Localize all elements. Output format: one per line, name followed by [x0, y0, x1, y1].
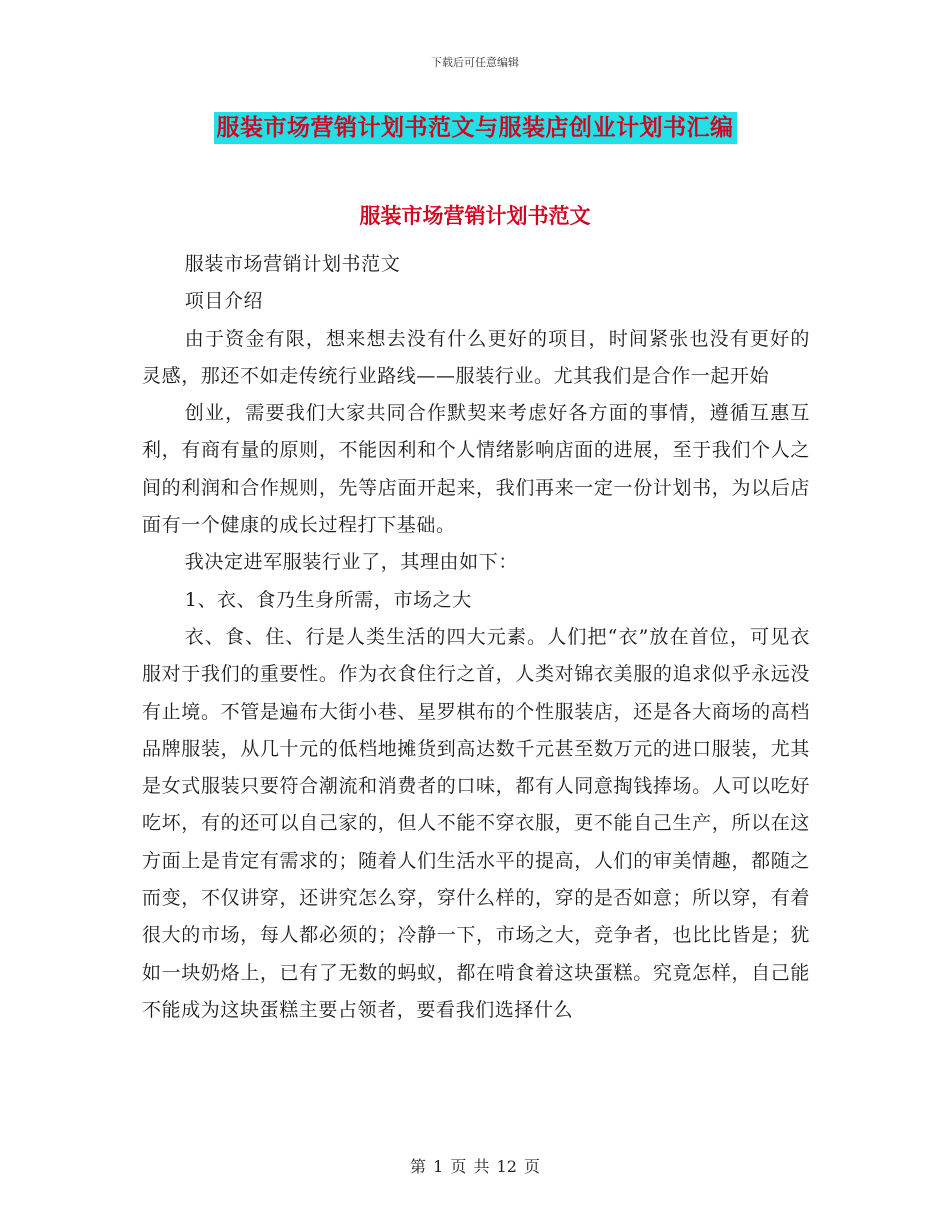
document-body: [142, 246, 810, 1029]
page-number: 第 1 页 共 12 页: [410, 1157, 540, 1176]
paragraph-market: 衣、食、住、行是人类生活的四大元素。人们把“衣”放在首位，可见衣服对于我们的重要性。作为衣食住行之首，人类对锦衣美服的追求似乎永远没有止境。不管是遍布大街小巷、星罗棋布的个性服装店，还是各大商场的高档品牌服装，从几十元的低档地摊货到高达数千元甚至数万元的进口服装，尤其是女式服装只要符合潮流和消费者的口味，都有人同意掏钱捧场。人可以吃好吃坏，有的还可以自己家的，但人不能不穿衣服，更不能自己生产，所以在这方面上是肯定有需求的；随着人们生活水平的提高，人们的审美情趣，都随之而变，不仅讲穿，还讲究怎么穿，穿什么样的，穿的是否如意；所以穿，有着很大的市场，每人都必须的；冷静一下，市场之大，竞争者，也比比皆是；犹如一块奶烙上，已有了无数的蚂蚁，都在啃食着这块蛋糕。究竟怎样，自己能不能成为这块蛋糕主要占领者，要看我们选择什么: [142, 625, 810, 1021]
main-title: 服装市场营销计划书范文与服装店创业计划书汇编: [214, 112, 737, 144]
paragraph-cooperation: 创业，需要我们大家共同合作默契来考虑好各方面的事情，遵循互惠互利，有商有量的原则，不能因利和个人情绪影响店面的进展，至于我们个人之间的利润和合作规则，先等店面开起来，我们再来一定一份计划书，为以后店面有一个健康的成长过程打下基础。: [142, 402, 810, 537]
paragraph-project-intro-heading: 项目介绍: [184, 290, 264, 313]
main-title-container: [0, 112, 950, 144]
paragraph-doc-name: 服装市场营销计划书范文: [184, 253, 401, 275]
paragraph-funding: 由于资金有限，想来想去没有什么更好的项目，时间紧张也没有更好的灵感，那还不如走传统行业路线——服装行业。尤其我们是合作一起开始: [142, 327, 810, 387]
paragraph-reason-1-heading: 1、衣、食乃生身所需，市场之大: [184, 588, 472, 611]
section-title: 服装市场营销计划书范文: [359, 204, 591, 228]
paragraph-reasons-intro: 我决定进军服装行业了，其理由如下：: [184, 551, 518, 574]
page-header-note: 下载后可任意编辑: [431, 56, 519, 69]
